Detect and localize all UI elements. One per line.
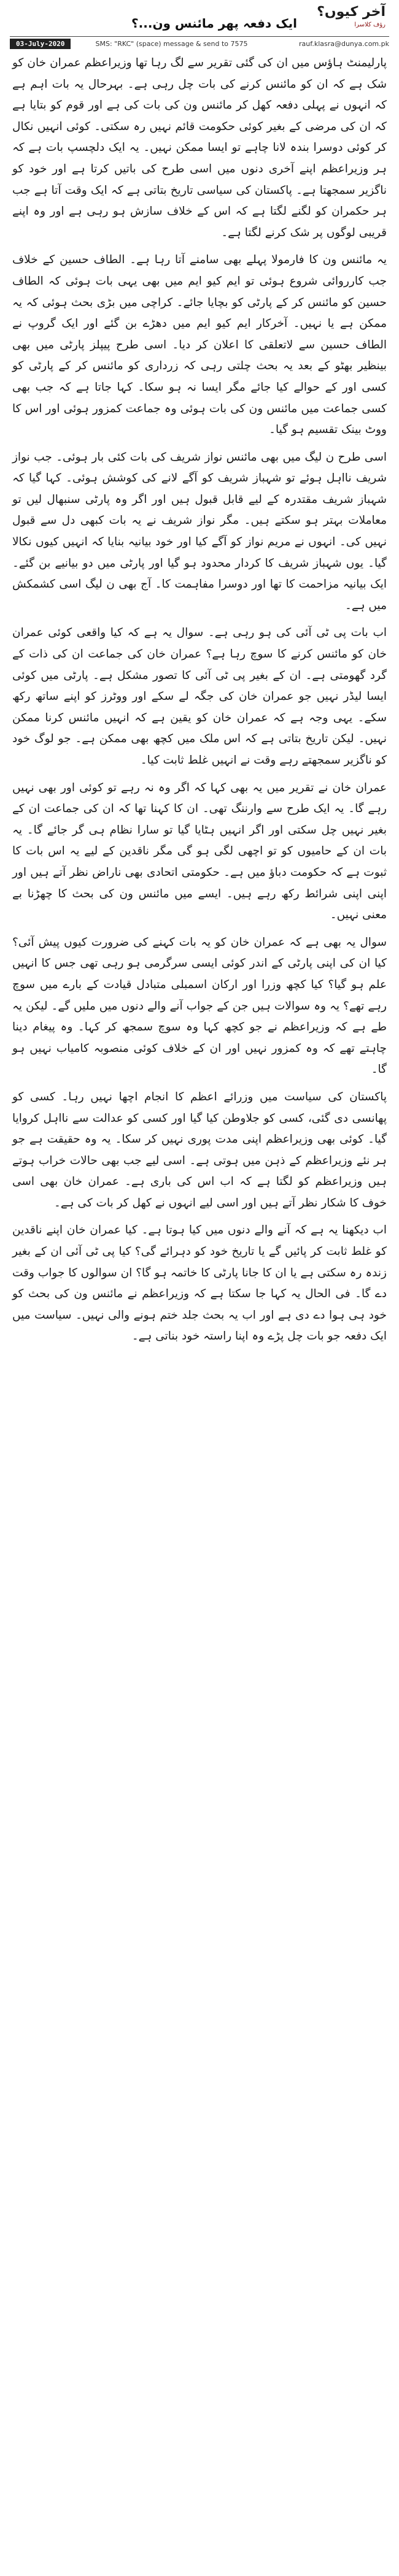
logo-subtitle: رؤف کلاسرا <box>354 21 385 28</box>
article-paragraph: اب دیکھنا یہ ہے کہ آنے والے دنوں میں کیا ہوتا ہے۔ کیا عمران خان اپنے ناقدین کو غلط ثابت کر پائیں گے یا تاریخ خود کو دہرائے گی؟ کیا پی ٹی آئی ان کے بغیر زندہ رہ سکتی ہے یا ان کا جانا پارٹی کا خاتمہ ہو گا؟ ان سوالوں کا جواب وقت دے گا۔ فی الحال یہ کہا جا سکتا ہے کہ وزیراعظم نے مائنس ون کی بحث کو خود ہی ہوا دے دی ہے اور اب یہ بحث جلد ختم ہونے والی نہیں۔ سیاست میں ایک دفعہ جو بات چل پڑے وہ اپنا راستہ خود بناتی ہے۔ <box>12 1224 387 1343</box>
article-paragraph: عمران خان نے تقریر میں یہ بھی کہا کہ اگر وہ نہ رہے تو کوئی اور بھی نہیں رہے گا۔ یہ ایک طرح سے وارننگ تھی۔ ان کا کہنا تھا کہ ان کی جماعت ان کے بغیر نہیں چل سکتی اور اگر انہیں ہٹایا گیا تو سارا نظام ہی گر جائے گا۔ یہ بات ان کے حامیوں کو تو اچھی لگی ہو گی مگر ناقدین کے لیے یہ اس بات کا ثبوت ہے کہ حکومت دباؤ میں ہے۔ حکومتی اتحادی بھی ناراض نظر آتے ہیں اور اپنی اپنی شرائط رکھ رہے ہیں۔ ایسے میں مائنس ون کی بحث کا چھڑنا بے معنی نہیں۔ <box>12 781 387 922</box>
article-paragraph: پاکستان کی سیاست میں وزرائے اعظم کا انجام اچھا نہیں رہا۔ کسی کو پھانسی دی گئی، کسی کو جلاوطن کیا گیا اور کسی کو عدالت سے نااہل کروایا گیا۔ کوئی بھی وزیراعظم اپنی مدت پوری نہیں کر سکا۔ یہ وہ حقیقت ہے جو ہر نئے وزیراعظم کے ذہن میں ہوتی ہے۔ اسی لیے جب بھی حالات خراب ہوتے ہیں وزیراعظم کو لگتا ہے کہ اب اس کی باری ہے۔ عمران خان بھی اسی خوف کا شکار نظر آتے ہیں اور اسی لیے انہوں نے کھل کر بات کی ہے۔ <box>12 1090 387 1209</box>
column-title: ایک دفعہ پھر مائنس ون...؟ <box>131 16 297 31</box>
article-paragraph: پارلیمنٹ ہاؤس میں ان کی گئی تقریر سے لگ رہا تھا وزیراعظم عمران خان کو شک ہے کہ ان کو مائنس کرنے کی بات چل رہی ہے۔ بہرحال یہ بات اہم ہے کہ انہوں نے پہلی دفعہ کھل کر مائنس ون کی بات کی ہے اور قوم کو بتایا ہے کہ ان کی مرضی کے بغیر کوئی حکومت قائم نہیں رہ سکتی۔ کوئی انہیں نکال کر کوئی دوسرا بندہ لانا چاہے تو ایسا ممکن نہیں۔ یہ ایک دلچسپ بات ہے کہ ہر وزیراعظم اپنے آخری دنوں میں اسی طرح کی باتیں کرتا ہے اور خود کو ناگزیر سمجھتا ہے۔ پاکستان کی سیاسی تاریخ بتاتی ہے کہ ایک وقت آتا ہے جب ہر حکمران کو لگنے لگتا ہے کہ اس کے خلاف سازش ہو رہی ہے اور وہ اپنے قریبی لوگوں پر شک کرنے لگتا ہے۔ <box>12 56 387 239</box>
article-paragraph: اب بات پی ٹی آئی کی ہو رہی ہے۔ سوال یہ ہے کہ کیا واقعی کوئی عمران خان کو مائنس کرنے کا سوچ رہا ہے؟ عمران خان کی جماعت ان کی ذات کے گرد گھومتی ہے۔ ان کے بغیر پی ٹی آئی کا تصور مشکل ہے۔ پارٹی میں کوئی ایسا لیڈر نہیں جو عمران خان کی جگہ لے سکے اور ووٹرز کو اپنے ساتھ رکھ سکے۔ یہی وجہ ہے کہ عمران خان کو یقین ہے کہ انہیں مائنس کرنا ممکن نہیں۔ لیکن تاریخ بتاتی ہے کہ اس ملک میں کچھ بھی ممکن ہے۔ جو لوگ خود کو ناگزیر سمجھتے رہے وقت نے انہیں غلط ثابت کیا۔ <box>12 626 387 767</box>
sms-note: SMS: "RKC" (space) message & send to 7575 <box>95 39 248 48</box>
meta-bar <box>10 36 389 50</box>
article-body <box>10 53 389 1347</box>
article-paragraph: اسی طرح ن لیگ میں بھی مائنس نواز شریف کی بات کئی بار ہوئی۔ جب نواز شریف نااہل ہوئے تو شہباز شریف کو آگے لانے کی کوشش ہوئی۔ کہا گیا کہ شہباز شریف مقتدرہ کے لیے قابل قبول ہیں اور اگر وہ پارٹی سنبھال لیں تو معاملات بہتر ہو سکتے ہیں۔ مگر نواز شریف نے یہ بات کبھی دل سے قبول نہیں کی۔ انہوں نے مریم نواز کو آگے کیا اور خود بیانیہ بنایا کہ انہیں کیوں نکالا گیا۔ یوں شہباز شریف کا کردار محدود ہو گیا اور پارٹی میں دو بیانیے بن گئے۔ ایک بیانیہ مزاحمت کا تھا اور دوسرا مفاہمت کا۔ آج بھی ن لیگ اسی کشمکش میں ہے۔ <box>12 450 387 612</box>
article-paragraph: یہ مائنس ون کا فارمولا پہلے بھی سامنے آتا رہا ہے۔ الطاف حسین کے خلاف جب کارروائی شروع ہوئی تو ایم کیو ایم میں بھی یہی بات ہوئی کہ الطاف حسین کو مائنس کر کے پارٹی کو بچایا جائے۔ کراچی میں بڑی بحث ہوئی کہ یہ ممکن ہے یا نہیں۔ آخرکار ایم کیو ایم میں دھڑے بن گئے اور ایک گروپ نے الطاف حسین سے لاتعلقی کا اعلان کر دیا۔ اسی طرح پیپلز پارٹی میں بھی بینظیر بھٹو کے بعد یہ بحث چلتی رہی کہ زرداری کو مائنس کر کے پارٹی کو کسی اور کے حوالے کیا جائے مگر ایسا نہ ہو سکا۔ کہا جاتا ہے کہ جب بھی کسی جماعت میں مائنس ون کی بات ہوئی وہ جماعت کمزور ہوئی اور اس کا ووٹ بینک تقسیم ہو گیا۔ <box>12 253 387 437</box>
author-email[interactable]: rauf.klasra@dunya.com.pk <box>299 39 389 48</box>
article-paragraph: سوال یہ بھی ہے کہ عمران خان کو یہ بات کہنے کی ضرورت کیوں پیش آئی؟ کیا ان کی اپنی پارٹی کے اندر کوئی ایسی سرگرمی ہو رہی تھی جس کا انہیں علم ہو گیا؟ کیا کچھ وزرا اور ارکان اسمبلی متبادل قیادت کے بارے میں سوچ رہے تھے؟ یہ وہ سوالات ہیں جن کے جواب آنے والے دنوں میں ملیں گے۔ لیکن یہ طے ہے کہ وزیراعظم نے جو کچھ کہا وہ سوچ سمجھ کر کہا۔ وہ پیغام دینا چاہتے تھے کہ وہ کمزور نہیں اور ان کے خلاف کوئی منصوبہ کامیاب نہیں ہو گا۔ <box>12 935 387 1076</box>
column-logo <box>313 4 385 38</box>
logo-title: آخر کیوں؟ <box>317 4 385 20</box>
publish-date: 03-July-2020 <box>10 39 71 49</box>
column-header <box>10 0 389 53</box>
